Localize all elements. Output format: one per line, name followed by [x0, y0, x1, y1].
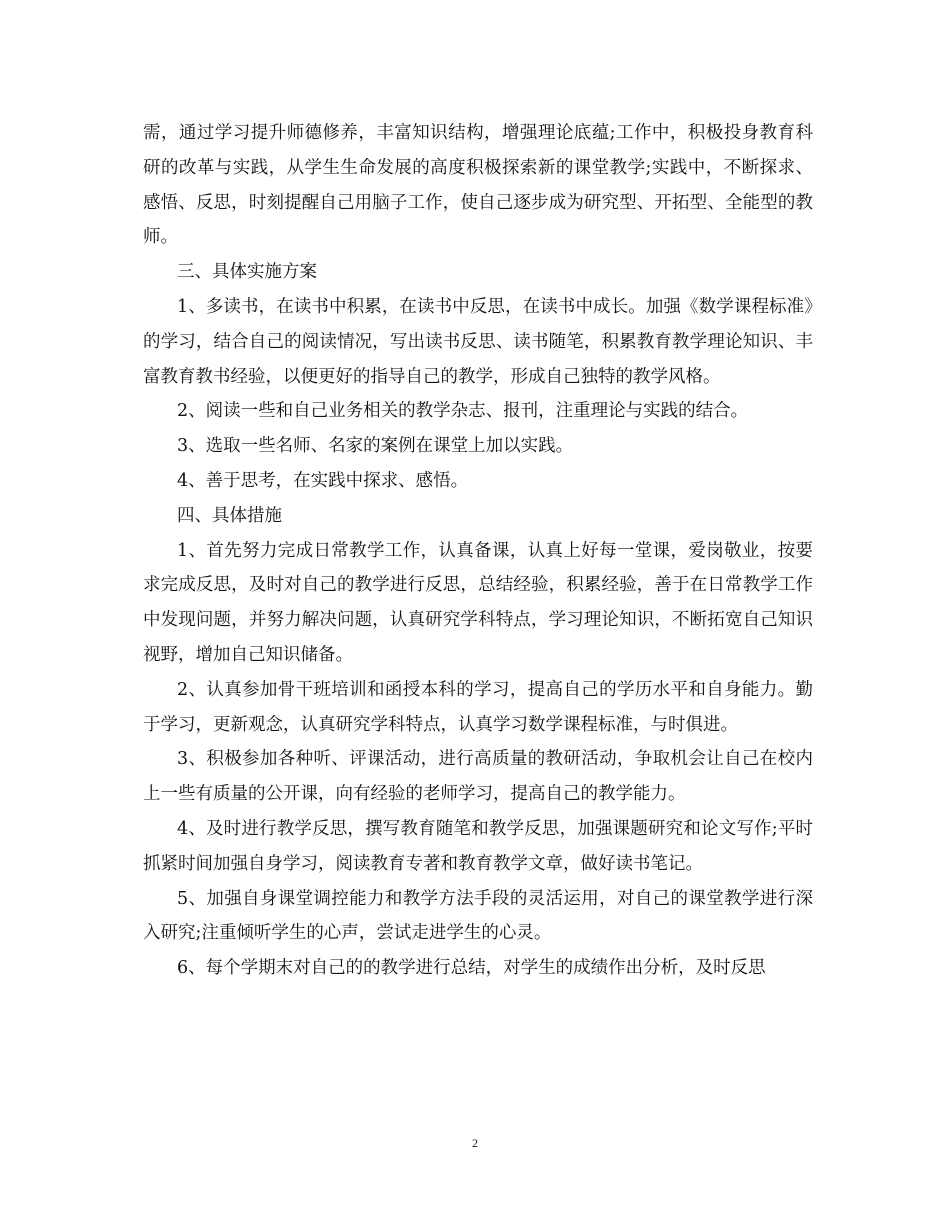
paragraph-measure-item-4: 4、及时进行教学反思，撰写教育随笔和教学反思，加强课题研究和论文写作;平时抓紧时间加强自身学习，阅读教育专著和教育教学文章，做好读书笔记。: [143, 818, 813, 874]
paragraph-measure-item-5: 5、加强自身课堂调控能力和教学方法手段的灵活运用，对自己的课堂教学进行深入研究;注重倾听学生的心声，尝试走进学生的心灵。: [143, 888, 813, 944]
paragraph-measure-item-3: 3、积极参加各种听、评课活动，进行高质量的教研活动，争取机会让自己在校内上一些有质量的公开课，向有经验的老师学习，提高自己的教学能力。: [143, 749, 813, 805]
section-heading-measures: 四、具体措施: [177, 505, 282, 526]
paragraph-measure-item-1: 1、首先努力完成日常教学工作，认真备课，认真上好每一堂课，爱岗敬业，按要求完成反思，及时对自己的教学进行反思，总结经验，积累经验，善于在日常教学工作中发现问题，并努力解决问题，认真研究学科特点，学习理论知识，不断拓宽自己知识视野，增加自己知识储备。: [143, 540, 813, 665]
section-heading-implementation-plan: 三、具体实施方案: [177, 262, 317, 283]
paragraph-plan-item-4: 4、善于思考，在实践中探求、感悟。: [177, 470, 469, 491]
paragraph-measure-item-2: 2、认真参加骨干班培训和函授本科的学习，提高自己的学历水平和自身能力。勤于学习，更新观念，认真研究学科特点，认真学习数学课程标准，与时俱进。: [143, 679, 813, 735]
paragraph-plan-item-1: 1、多读书，在读书中积累，在读书中反思，在读书中成长。加强《数学课程标准》的学习，结合自己的阅读情况，写出读书反思、读书随笔，积累教育教学理论知识、丰富教育教书经验，以便更好的指导自己的教学，形成自己独特的教学风格。: [143, 296, 813, 387]
paragraph-plan-item-2: 2、阅读一些和自己业务相关的教学杂志、报刊，注重理论与实践的结合。: [177, 401, 749, 422]
paragraph-continuation: 需，通过学习提升师德修养，丰富知识结构，增强理论底蕴;工作中，积极投身教育科研的改革与实践，从学生生命发展的高度积极探索新的课堂教学;实践中，不断探求、感悟、反思，时刻提醒自己用脑子工作，使自己逐步成为研究型、开拓型、全能型的教师。: [143, 123, 813, 248]
paragraph-measure-item-6: 6、每个学期末对自己的的教学进行总结，对学生的成绩作出分析，及时反思: [177, 958, 766, 979]
paragraph-plan-item-3: 3、选取一些名师、名家的案例在课堂上加以实践。: [177, 436, 574, 457]
document-body: [143, 116, 813, 986]
page-number: 2: [472, 1136, 478, 1150]
